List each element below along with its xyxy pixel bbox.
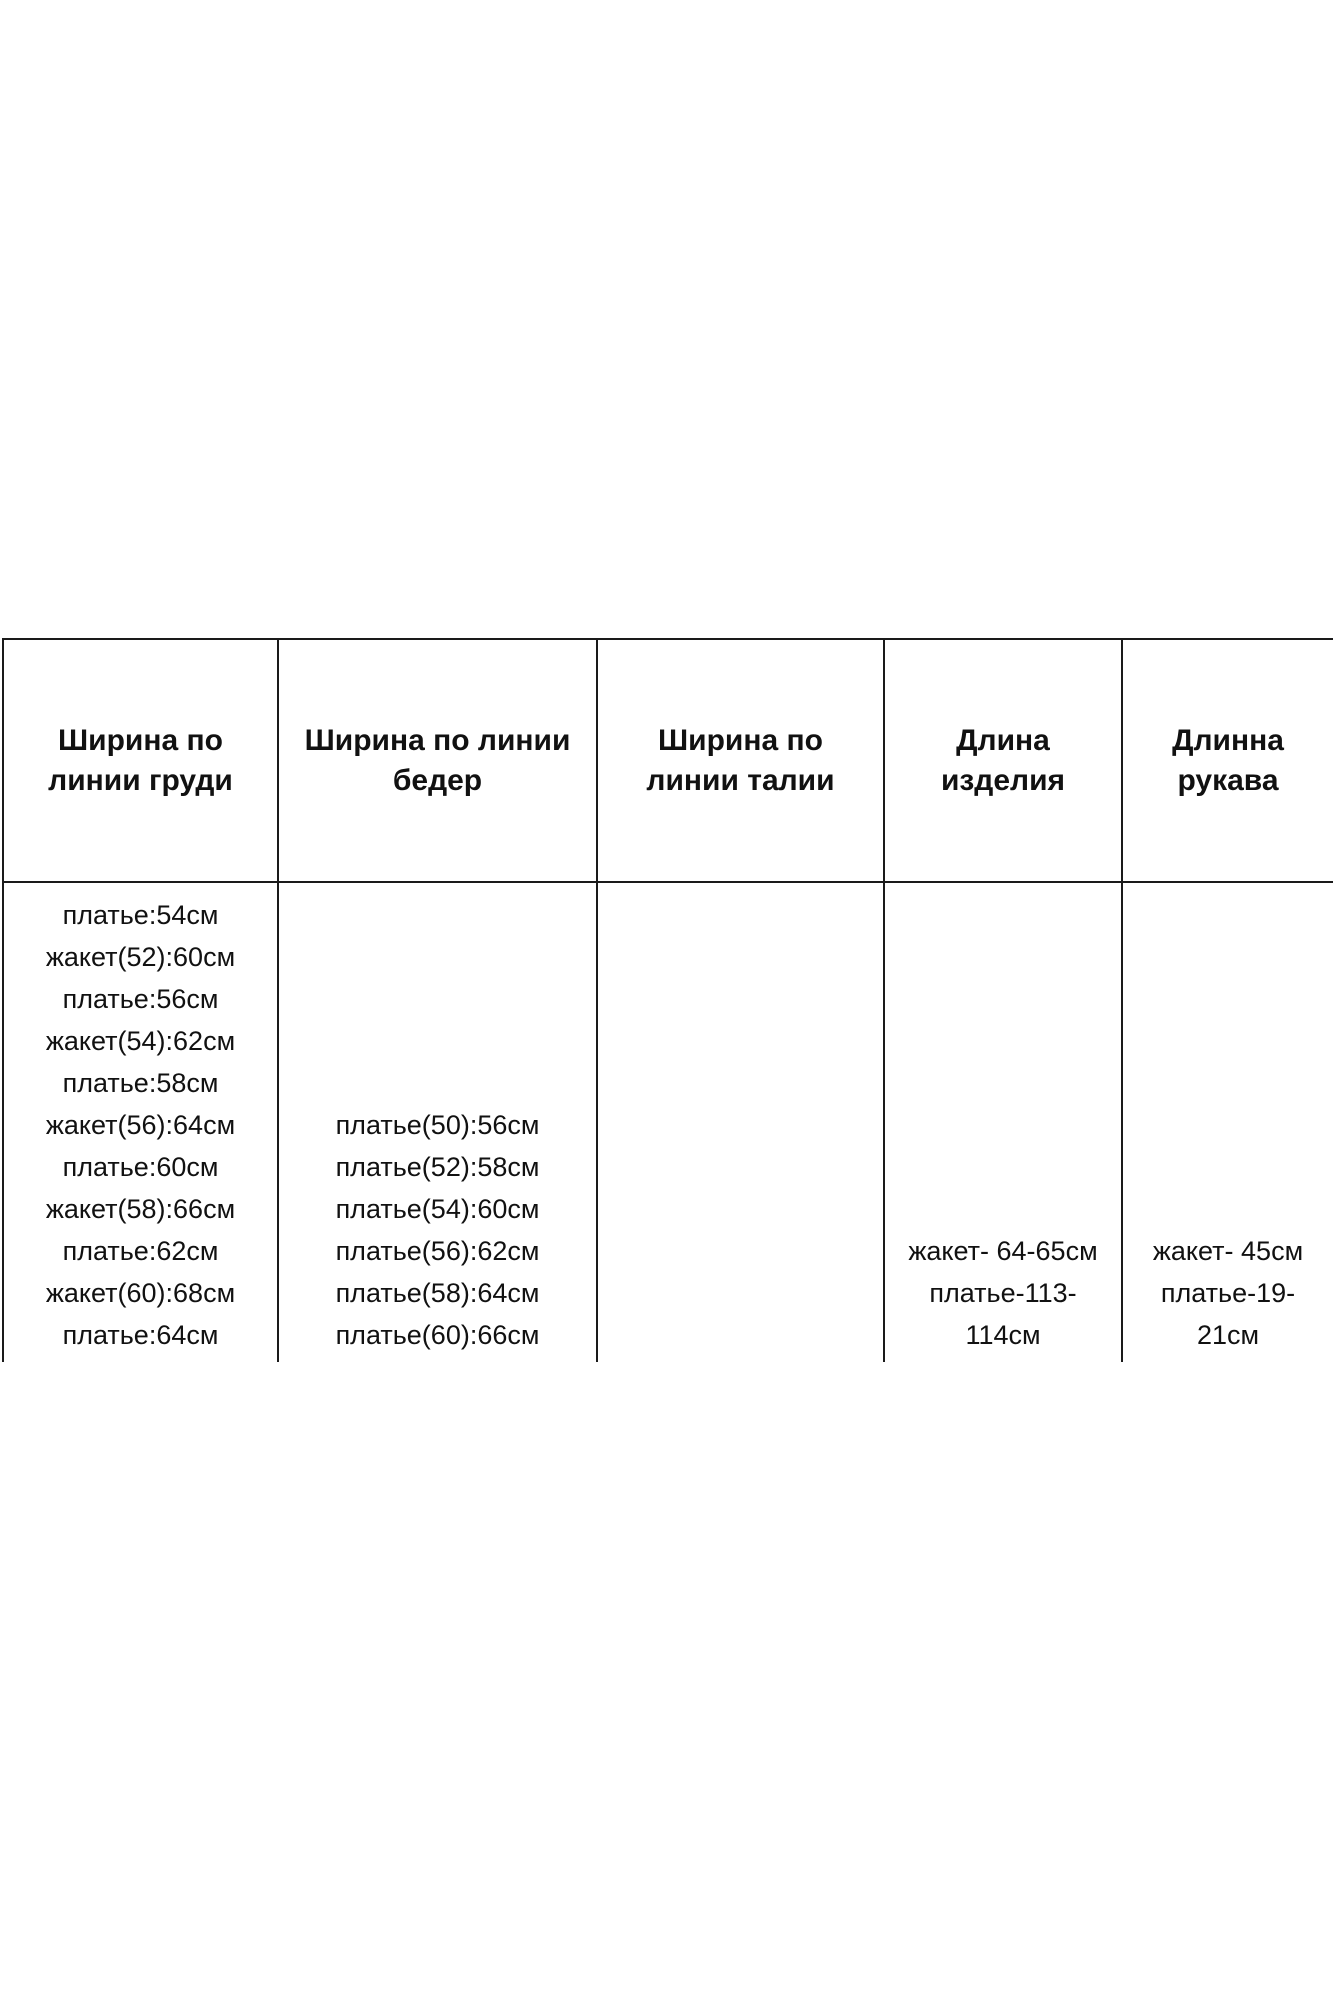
header-chest-width: Ширина по линии груди: [3, 639, 278, 882]
list-item: 114см: [965, 1320, 1041, 1350]
header-hip-width: Ширина по линии бедер: [278, 639, 597, 882]
cell-hip-width: [278, 882, 597, 1362]
list-item: платье:56см: [62, 984, 219, 1014]
list-item: платье:60см: [62, 1152, 219, 1182]
list-item: жакет(54):62см: [45, 1026, 236, 1056]
cell-item-length: [884, 882, 1122, 1362]
list-item: жакет(58):66см: [45, 1194, 236, 1224]
list-item: платье-19-: [1160, 1278, 1296, 1308]
list-item: платье:58см: [62, 1068, 219, 1098]
list-item: жакет(52):60см: [45, 942, 236, 972]
header-waist-width: Ширина по линии талии: [597, 639, 884, 882]
list-item: жакет- 64-65см: [908, 1236, 1098, 1266]
cell-chest-width: [3, 882, 278, 1362]
list-item: платье(54):60см: [335, 1194, 540, 1224]
list-item: жакет(60):68см: [45, 1278, 236, 1308]
table-header-row: [3, 639, 1333, 882]
size-table: [2, 638, 1333, 1362]
cell-waist-width: [597, 882, 884, 1362]
list-item: платье(52):58см: [335, 1152, 540, 1182]
list-item: платье:54см: [62, 900, 219, 930]
header-sleeve-length: Длинна рукава: [1122, 639, 1333, 882]
sleeve-values: [1123, 1230, 1333, 1362]
hip-values: [279, 1104, 596, 1362]
cell-sleeve-length: [1122, 882, 1333, 1362]
list-item: платье:62см: [62, 1236, 219, 1266]
header-item-length: Длина изделия: [884, 639, 1122, 882]
list-item: платье-113-: [929, 1278, 1077, 1308]
list-item: платье(58):64см: [335, 1278, 540, 1308]
list-item: платье(50):56см: [335, 1110, 540, 1140]
list-item: жакет(56):64см: [45, 1110, 236, 1140]
length-values: [885, 1230, 1121, 1362]
list-item: 21см: [1196, 1320, 1260, 1350]
table-row: [3, 882, 1333, 1362]
list-item: платье(60):66см: [335, 1320, 540, 1350]
list-item: платье(56):62см: [335, 1236, 540, 1266]
list-item: жакет- 45см: [1152, 1236, 1304, 1266]
list-item: платье:64см: [62, 1320, 219, 1350]
chest-values: [4, 894, 277, 1362]
